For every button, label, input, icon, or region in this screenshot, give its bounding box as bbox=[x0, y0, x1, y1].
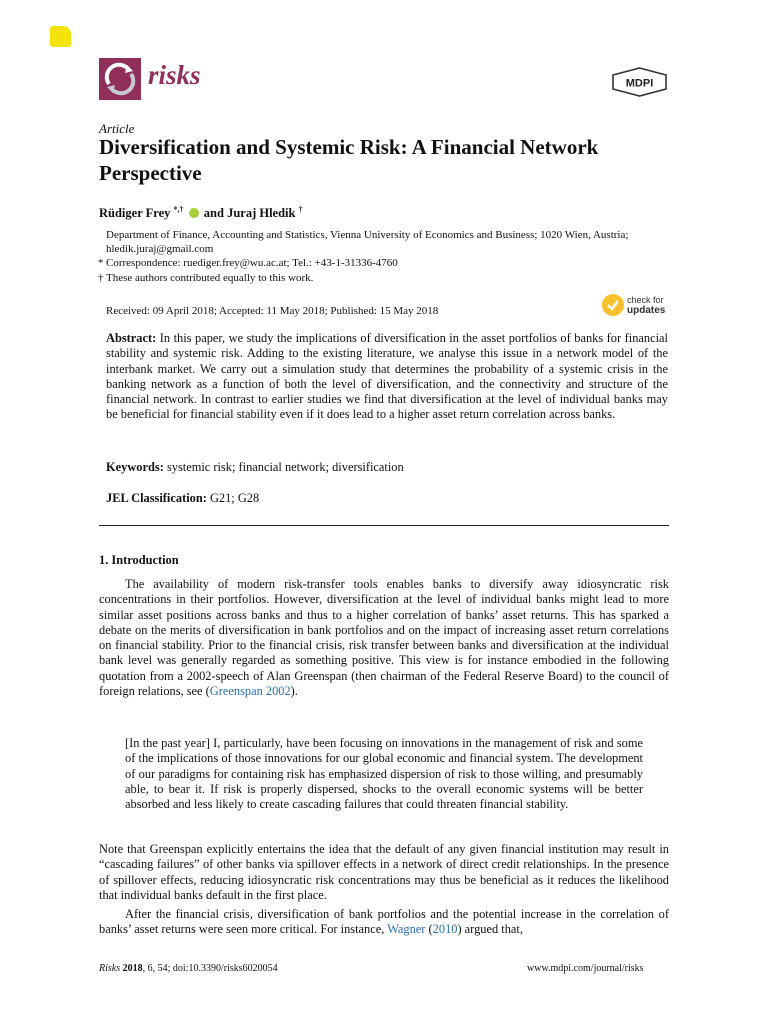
author-marks: † bbox=[298, 205, 303, 214]
author-name: Juraj Hledik bbox=[227, 206, 296, 221]
author-marks: *,† bbox=[173, 205, 184, 214]
orcid-icon[interactable] bbox=[189, 208, 199, 218]
author-connector: and bbox=[203, 206, 224, 221]
keywords-label: Keywords: bbox=[106, 460, 164, 474]
mdpi-logo bbox=[611, 67, 668, 97]
body-paragraph: After the financial crisis, diversification of bank portfolios and the potential increase in the correlation of banks’ asset returns were seen more critical. For instance, Wagner (2010) argued that, bbox=[99, 907, 669, 937]
journal-logo-icon bbox=[99, 58, 141, 100]
author-list bbox=[99, 205, 303, 221]
publication-dates: Received: 09 April 2018; Accepted: 11 May 2018; Published: 15 May 2018 bbox=[106, 305, 439, 317]
correspondence bbox=[98, 257, 666, 271]
block-quote: [In the past year] I, particularly, have been focusing on innovations in the management of risk and some of the implications of those innovations for our global economic and financial system. The development of our paradigms for containing risk has emphasized dispersion of risk to those willing, and presumably able, to bear it. If risk is properly dispersed, shocks to the overall economic systems will be better absorbed and less likely to create cascading failures that could threaten financial stability. bbox=[125, 736, 643, 812]
divider bbox=[99, 525, 669, 526]
correspondence-mark: * bbox=[98, 257, 104, 269]
jel-label: JEL Classification: bbox=[106, 491, 207, 505]
section-heading: 1. Introduction bbox=[99, 553, 179, 567]
jel-classification bbox=[106, 491, 668, 506]
footer-journal: Risks bbox=[99, 963, 121, 974]
abstract-text: In this paper, we study the implications of diversification in the asset portfolios of banks for financial stability and systemic risk. Adding to the existing literature, we analyse this issue in a network model of the interbank market. We carry out a simulation study that determines the probability of a systemic crisis in the banking network as a function of both the level of diversification, and the connectivity and structure of the financial network. In contrast to earlier studies we find that diversification at the level of individual banks may be beneficial for financial stability even if it does lead to a higher asset return correlation across banks. bbox=[106, 331, 668, 422]
citation-link-greenspan[interactable]: Greenspan 2002 bbox=[209, 684, 291, 699]
equal-contribution-text: These authors contributed equally to this work. bbox=[106, 272, 314, 284]
check-for-updates-label: check for updates bbox=[627, 295, 666, 316]
keywords bbox=[106, 460, 668, 475]
affiliation: Department of Finance, Accounting and Statistics, Vienna University of Economics and Business; 1020 Wien, Austria; hledik.juraj@gmail.com bbox=[106, 229, 629, 255]
keywords-text: systemic risk; financial network; diversification bbox=[166, 460, 404, 474]
correspondence-text: Correspondence: ruediger.frey@wu.ac.at; Tel.: +43-1-31336-4760 bbox=[106, 257, 398, 269]
equal-contribution-mark: † bbox=[98, 272, 104, 284]
publisher-name: MDPI bbox=[625, 77, 654, 90]
footer-url[interactable]: www.mdpi.com/journal/risks bbox=[527, 963, 644, 974]
abstract bbox=[106, 331, 668, 423]
intro-paragraph: The availability of modern risk-transfer tools enables banks to diversify away idiosyncratic risk concentrations in their portfolios. However, diversification at the level of individual banks might lead to more similar asset positions across banks and thus to a higher correlation of banks’ asset returns. This has sparked a debate on the merits of diversification in bank portfolios and on the impact of increasing asset return correlations on financial stability. Prior to the financial crisis, risk transfer between banks and diversification at the individual bank level was generally regarded as something positive. This view is for instance embodied in the following quotation from a 2002-speech of Alan Greenspan (then chairman of the Federal Reserve Board) to the council of foreign relations, see (Greenspan 2002). bbox=[99, 577, 669, 699]
author-name: Rüdiger Frey bbox=[99, 206, 171, 221]
journal-name: risks bbox=[148, 60, 201, 90]
footer-year: 2018 bbox=[122, 963, 143, 974]
article-title: Diversification and Systemic Risk: A Financial Network Perspective bbox=[99, 135, 599, 185]
citation-link-wagner-year[interactable]: 2010 bbox=[432, 922, 458, 937]
check-icon bbox=[602, 294, 624, 316]
citation-link-wagner[interactable]: Wagner bbox=[387, 922, 426, 937]
footer-citation-rest: , 6, 54; doi:10.3390/risks6020054 bbox=[142, 963, 278, 974]
article-type: Article bbox=[99, 121, 135, 136]
check-for-updates-button[interactable] bbox=[602, 293, 672, 319]
equal-contribution-note bbox=[98, 272, 666, 286]
body-paragraph: Note that Greenspan explicitly entertains the idea that the default of any given financial institution may result in “cascading failures” of other banks via spillover effects in a network of direct credit relationships. In the presence of spillover effects, reducing idiosyncratic risk concentrations may thus be beneficial as it reduces the likelihood that individual banks default in the first place. bbox=[99, 842, 669, 902]
jel-text: G21; G28 bbox=[209, 491, 260, 505]
abstract-label: Abstract: bbox=[106, 331, 157, 345]
note-icon[interactable] bbox=[50, 26, 71, 47]
footer-citation bbox=[99, 963, 278, 974]
